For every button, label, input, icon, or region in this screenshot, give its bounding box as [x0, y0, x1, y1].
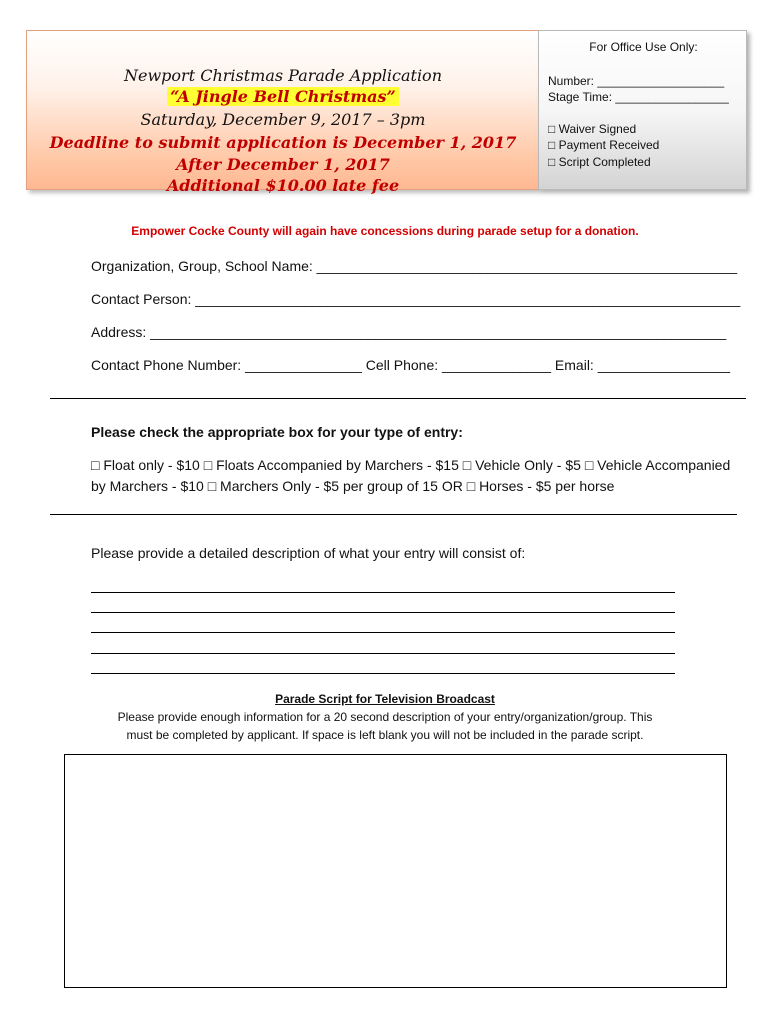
late-fee-text: Additional $10.00 late fee: [166, 176, 400, 195]
phone-email-fields[interactable]: Contact Phone Number: _______________ Cell Phone: ______________ Email: _________________: [91, 357, 731, 373]
script-completed-checkbox[interactable]: □ Script Completed: [548, 155, 651, 169]
script-heading: Parade Script for Television Broadcast: [275, 692, 495, 706]
section-divider: [50, 398, 746, 399]
office-number-field[interactable]: Number: ___________________: [548, 74, 725, 88]
application-header: [26, 30, 538, 195]
office-use-box: [538, 30, 747, 190]
deadline-text: Deadline to submit application is December 1, 2017: [49, 133, 517, 152]
office-stage-time-field[interactable]: Stage Time: _________________: [548, 90, 729, 104]
office-use-title: For Office Use Only:: [589, 40, 698, 54]
entry-options-line-2[interactable]: by Marchers - $10 □ Marchers Only - $5 per group of 15 OR □ Horses - $5 per horse: [91, 478, 615, 494]
contact-person-field[interactable]: Contact Person: ______________________________________________________________________: [91, 291, 741, 307]
parade-date: Saturday, December 9, 2017 – 3pm: [140, 110, 426, 129]
waiver-signed-checkbox[interactable]: □ Waiver Signed: [548, 122, 637, 136]
after-deadline-text: After December 1, 2017: [176, 155, 390, 174]
parade-theme-text: “A Jingle Bell Christmas”: [167, 87, 399, 106]
concessions-notice: Empower Cocke County will again have concessions during parade setup for a donation.: [131, 224, 639, 238]
script-instructions-line-1: Please provide enough information for a 20 second description of your entry/organization/group. This: [117, 710, 653, 724]
entry-type-heading: Please check the appropriate box for your type of entry:: [91, 424, 463, 440]
entry-options-line-1[interactable]: □ Float only - $10 □ Floats Accompanied by Marchers - $15 □ Vehicle Only - $5 □ Vehicle Accompanied: [91, 457, 731, 473]
application-title: Newport Christmas Parade Application: [124, 66, 442, 85]
description-line[interactable]: [91, 673, 675, 674]
description-prompt: Please provide a detailed description of what your entry will consist of:: [91, 545, 526, 561]
address-field[interactable]: Address: __________________________________________________________________________: [91, 324, 727, 340]
script-text-area[interactable]: [64, 754, 727, 988]
description-line[interactable]: [91, 653, 675, 654]
script-instructions-line-2: must be completed by applicant. If space is left blank you will not be included in the parade script.: [126, 728, 644, 742]
organization-field[interactable]: Organization, Group, School Name: ______________________________________________________: [91, 258, 738, 274]
payment-received-checkbox[interactable]: □ Payment Received: [548, 138, 660, 152]
description-line[interactable]: [91, 612, 675, 613]
description-line[interactable]: [91, 632, 675, 633]
parade-theme: [27, 87, 539, 106]
section-divider: [50, 514, 737, 515]
description-line[interactable]: [91, 592, 675, 593]
